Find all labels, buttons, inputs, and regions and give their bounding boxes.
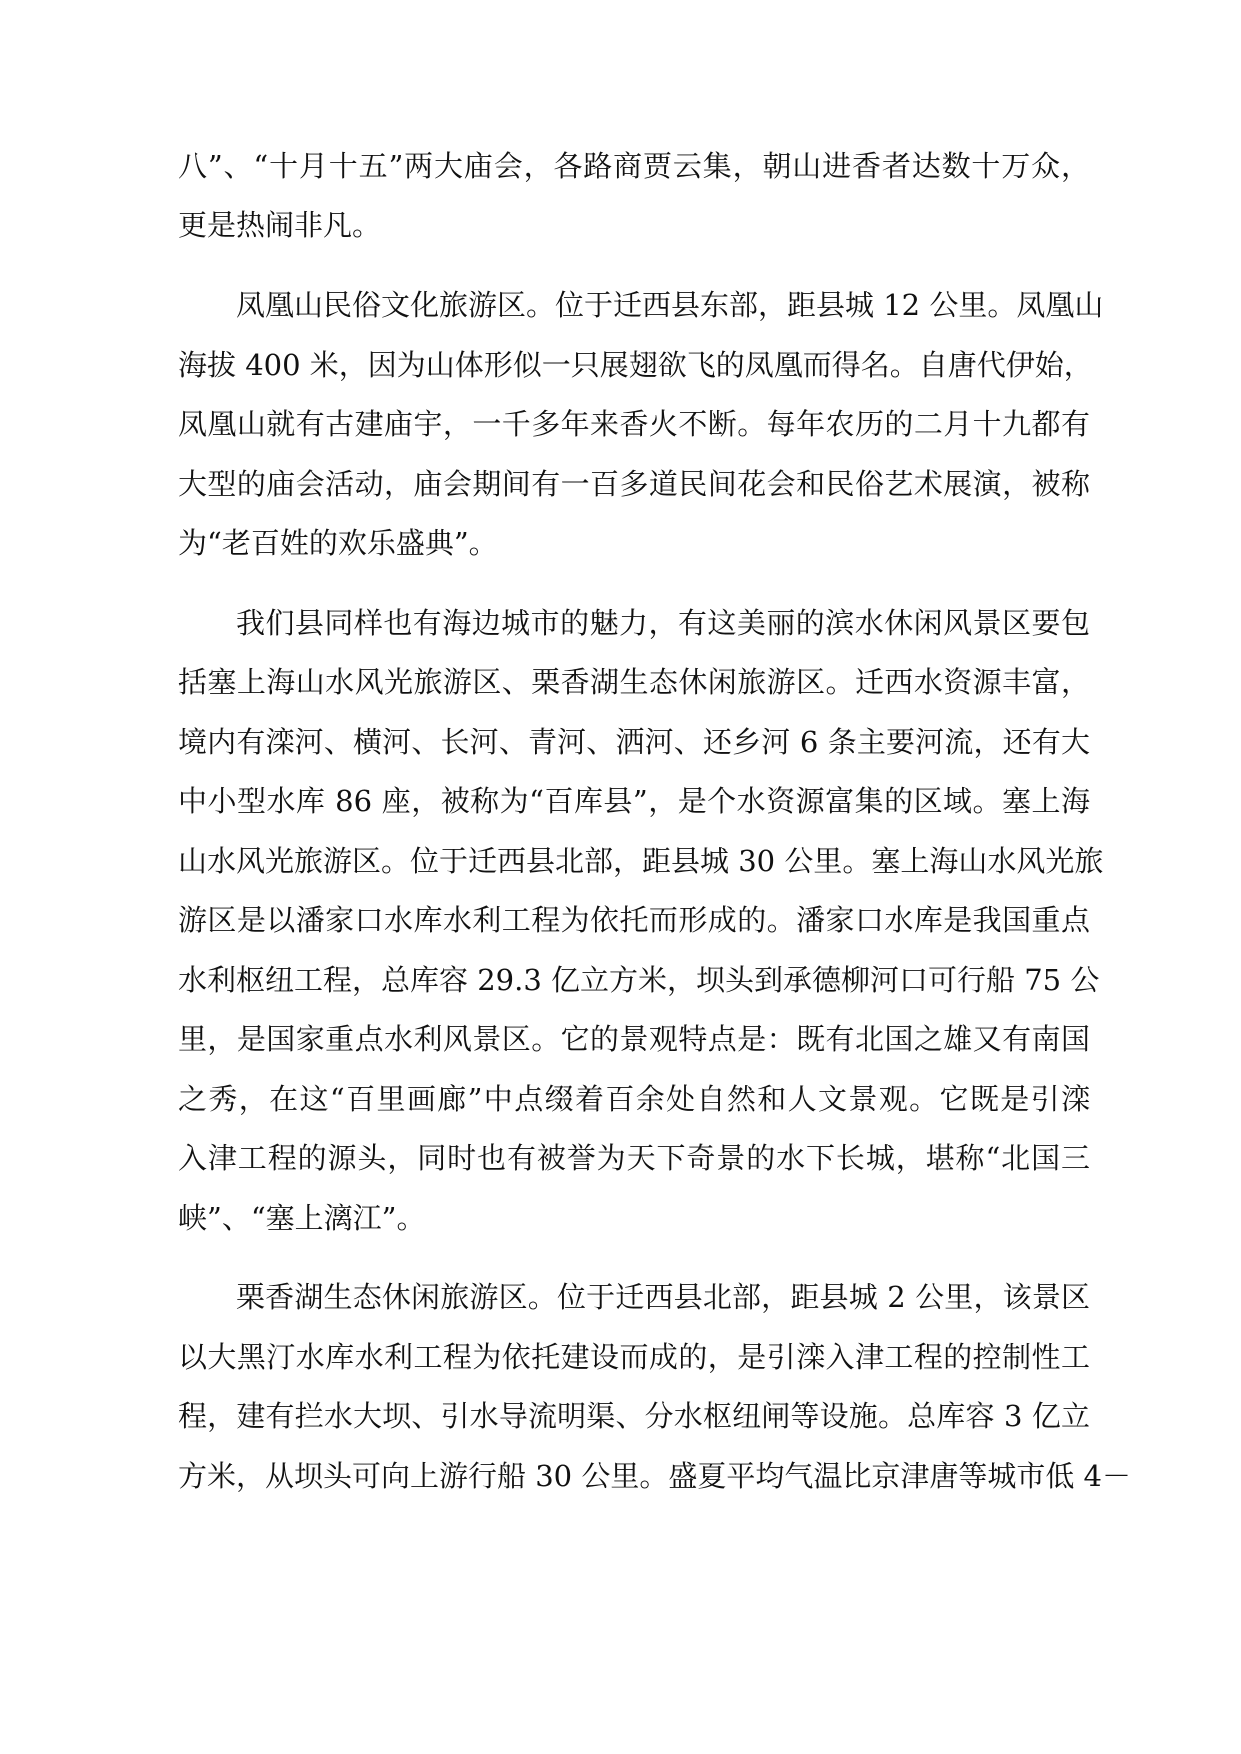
text-line: 境内有滦河、横河、长河、青河、洒河、还乡河 6 条主要河流，还有大 (178, 725, 1090, 759)
paragraph-first-line: 凤凰山民俗文化旅游区。位于迁西县东部，距县城 12 公里。凤凰山 (236, 288, 1104, 322)
text-line: 更是热闹非凡。 (178, 208, 382, 242)
text-line: 之秀，在这“百里画廊”中点缀着百余处自然和人文景观。它既是引滦 (178, 1082, 1090, 1116)
text-line: 山水风光旅游区。位于迁西县北部，距县城 30 公里。塞上海山水风光旅 (178, 844, 1104, 878)
text-line: 里，是国家重点水利风景区。它的景观特点是：既有北国之雄又有南国 (178, 1022, 1090, 1056)
text-line: 程，建有拦水大坝、引水导流明渠、分水枢纽闸等设施。总库容 3 亿立 (178, 1399, 1090, 1433)
text-line: 为“老百姓的欢乐盛典”。 (178, 526, 498, 560)
text-line: 水利枢纽工程，总库容 29.3 亿立方米，坝头到承德柳河口可行船 75 公 (178, 963, 1100, 997)
paragraph-first-line: 栗香湖生态休闲旅游区。位于迁西县北部，距县城 2 公里，该景区 (236, 1280, 1090, 1314)
text-line: 游区是以潘家口水库水利工程为依托而形成的。潘家口水库是我国重点 (178, 903, 1090, 937)
text-line: 入津工程的源头，同时也有被誉为天下奇景的水下长城，堪称“北国三 (178, 1141, 1090, 1175)
text-line: 中小型水库 86 座，被称为“百库县”，是个水资源富集的区域。塞上海 (178, 784, 1090, 818)
text-line: 海拔 400 米，因为山体形似一只展翅欲飞的凤凰而得名。自唐代伊始， (178, 348, 1093, 382)
paragraph-first-line: 我们县同样也有海边城市的魅力，有这美丽的滨水休闲风景区要包 (236, 606, 1090, 640)
text-line: 凤凰山就有古建庙宇，一千多年来香火不断。每年农历的二月十九都有 (178, 407, 1090, 441)
text-line: 以大黑汀水库水利工程为依托建设而成的，是引滦入津工程的控制性工 (178, 1340, 1090, 1374)
text-line: 峡”、“塞上漓江”。 (178, 1201, 426, 1235)
text-line: 括塞上海山水风光旅游区、栗香湖生态休闲旅游区。迁西水资源丰富， (178, 665, 1090, 699)
text-line: 方米，从坝头可向上游行船 30 公里。盛夏平均气温比京津唐等城市低 4－ (178, 1459, 1132, 1493)
text-line: 八”、“十月十五”两大庙会，各路商贾云集，朝山进香者达数十万众， (178, 149, 1090, 183)
text-line: 大型的庙会活动，庙会期间有一百多道民间花会和民俗艺术展演，被称 (178, 467, 1090, 501)
